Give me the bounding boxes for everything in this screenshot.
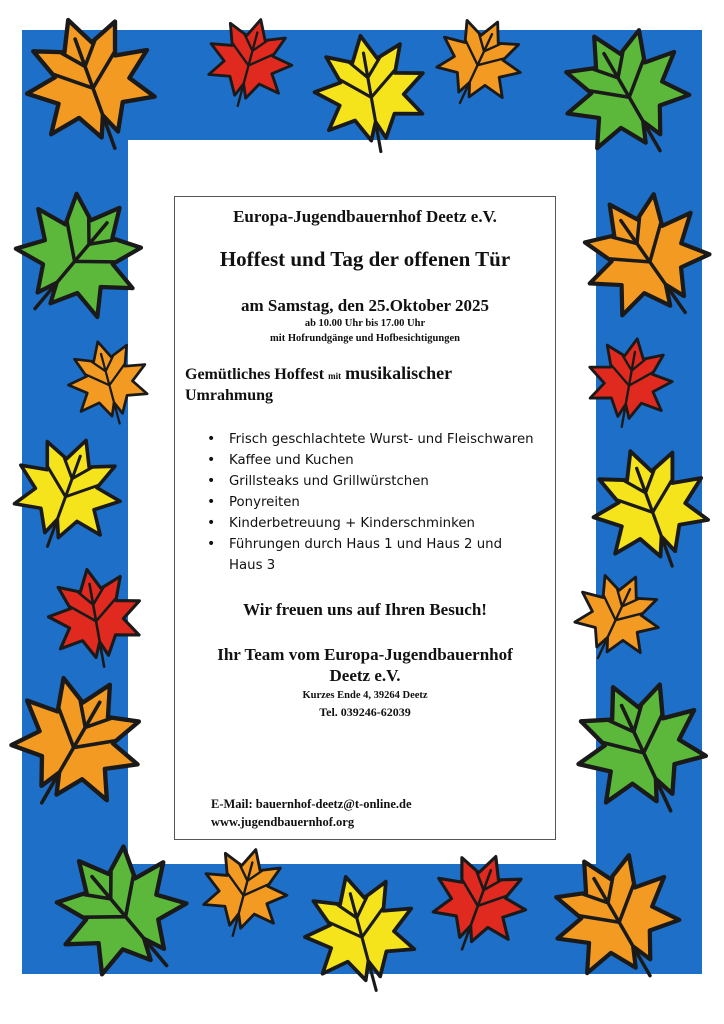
fest-part2: musikalischer: [345, 363, 453, 383]
fest-description: [185, 364, 555, 405]
email: E-Mail: bauernhof-deetz@t-online.de: [211, 797, 412, 811]
fest-mit: mit: [328, 371, 342, 381]
offer-list: [175, 429, 555, 576]
event-date: am Samstag, den 25.Oktober 2025: [240, 296, 490, 315]
contact-block: [211, 795, 412, 831]
organization-name: Europa-Jugendbauernhof Deetz e.V.: [233, 207, 497, 226]
list-item: • Ponyreiten: [229, 492, 535, 513]
team-line2: Deetz e.V.: [329, 666, 401, 685]
website: www.jugendbauernhof.org: [211, 815, 355, 829]
team-line1: Ihr Team vom Europa-Jugendbauernhof: [217, 645, 513, 664]
team-signature: [175, 644, 555, 686]
greeting: Wir freuen uns auf Ihren Besuch!: [243, 600, 487, 619]
list-item: • Führungen durch Haus 1 und Haus 2 und Haus 3: [229, 534, 535, 576]
event-time: ab 10.00 Uhr bis 17.00 Uhr: [304, 318, 426, 329]
phone: Tel. 039246-62039: [319, 705, 411, 719]
list-item: • Kaffee und Kuchen: [229, 450, 535, 471]
fest-part1: Gemütliches Hoffest: [185, 366, 325, 383]
fest-part3: Umrahmung: [185, 387, 274, 404]
list-item: • Frisch geschlachtete Wurst- und Fleischwaren: [229, 429, 535, 450]
list-item: • Grillsteaks und Grillwürstchen: [229, 471, 535, 492]
list-item: • Kinderbetreuung + Kinderschminken: [229, 513, 535, 534]
event-title: Hoffest und Tag der offenen Tür: [219, 247, 511, 271]
event-tours: mit Hofrundgänge und Hofbesichtigungen: [270, 333, 460, 344]
flyer-content-box: [174, 196, 556, 840]
address: Kurzes Ende 4, 39264 Deetz: [302, 690, 428, 701]
